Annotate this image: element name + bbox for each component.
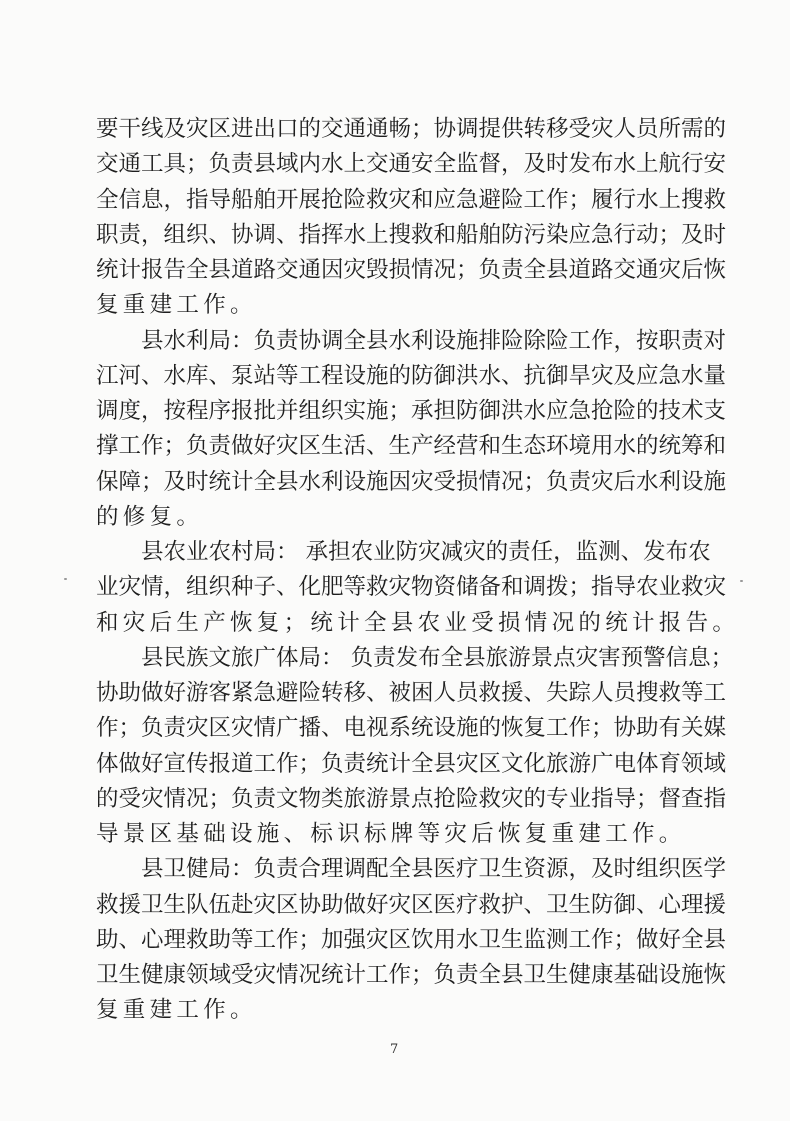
paragraph (96, 112, 727, 324)
scan-speck (740, 580, 743, 582)
text-line: 县农业农村局： 承担农业防灾减灾的责任，监测、发布农 (141, 539, 711, 565)
text-line: 县民族文旅广体局： 负责发布全县旅游景点灾害预警信息； (141, 644, 734, 671)
text-line: 的受灾情况；负责文物类旅游景点抢险救灾的专业指导；督查指 (96, 785, 727, 812)
text-line: 江河、水库、泵站等工程设施的防御洪水、抗御旱灾及应急水量 (96, 362, 727, 389)
text-line: 作；负责灾区灾情广播、电视系统设施的恢复工作；协助有关媒 (96, 715, 727, 742)
scan-speck (64, 578, 67, 580)
text-line: 撑工作；负责做好灾区生活、生产经营和生态环境用水的统筹和 (96, 433, 727, 460)
text-line: 的修复。 (96, 503, 204, 530)
paragraph (96, 535, 740, 641)
text-line: 要干线及灾区进出口的交通通畅；协调提供转移受灾人员所需的 (96, 116, 727, 142)
paragraph (96, 852, 727, 1028)
text-line: 业灾情，组织种子、化肥等救灾物资储备和调拨；指导农业救灾 (96, 574, 727, 601)
paragraph (96, 641, 734, 853)
text-line: 体做好宣传报道工作；负责统计全县灾区文化旅游广电体育领域 (96, 750, 727, 777)
text-line: 统计报告全县道路交通因灾毁损情况；负责全县道路交通灾后恢 (96, 257, 727, 283)
page-number: 7 (390, 1042, 399, 1057)
text-line: 导景区基础设施、标识标牌等灾后恢复重建工作。 (96, 821, 686, 847)
text-line: 卫生健康领域受灾情况统计工作；负责全县卫生健康基础设施恢 (96, 962, 727, 988)
text-line: 县卫健局：负责合理调配全县医疗卫生资源，及时组织医学 (141, 856, 727, 883)
document-body (96, 112, 740, 1029)
text-line: 全信息，指导船舶开展抢险救灾和应急避险工作；履行水上搜救 (96, 186, 727, 213)
text-line: 交通工具；负责县域内水上交通安全监督，及时发布水上航行安 (96, 151, 727, 178)
text-line: 协助做好游客紧急避险转移、被困人员救援、失踪人员搜救等工 (96, 680, 727, 706)
text-line: 保障；及时统计全县水利设施因灾受损情况；负责灾后水利设施 (96, 468, 727, 495)
text-line: 职责，组织、协调、指挥水上搜救和船舶防污染应急行动；及时 (96, 221, 727, 248)
text-line: 复重建工作。 (96, 292, 257, 319)
text-line: 调度，按程序报批并组织实施；承担防御洪水应急抢险的技术支 (96, 398, 727, 424)
text-line: 复重建工作。 (96, 997, 257, 1024)
text-line: 县水利局：负责协调全县水利设施排险除险工作，按职责对 (141, 327, 727, 354)
paragraph (96, 324, 727, 536)
text-line: 救援卫生队伍赴灾区协助做好灾区医疗救护、卫生防御、心理援 (96, 891, 727, 918)
text-line: 和灾后生产恢复；统计全县农业受损情况的统计报告。 (96, 609, 740, 636)
text-line: 助、心理救助等工作；加强灾区饮用水卫生监测工作；做好全县 (96, 926, 727, 953)
